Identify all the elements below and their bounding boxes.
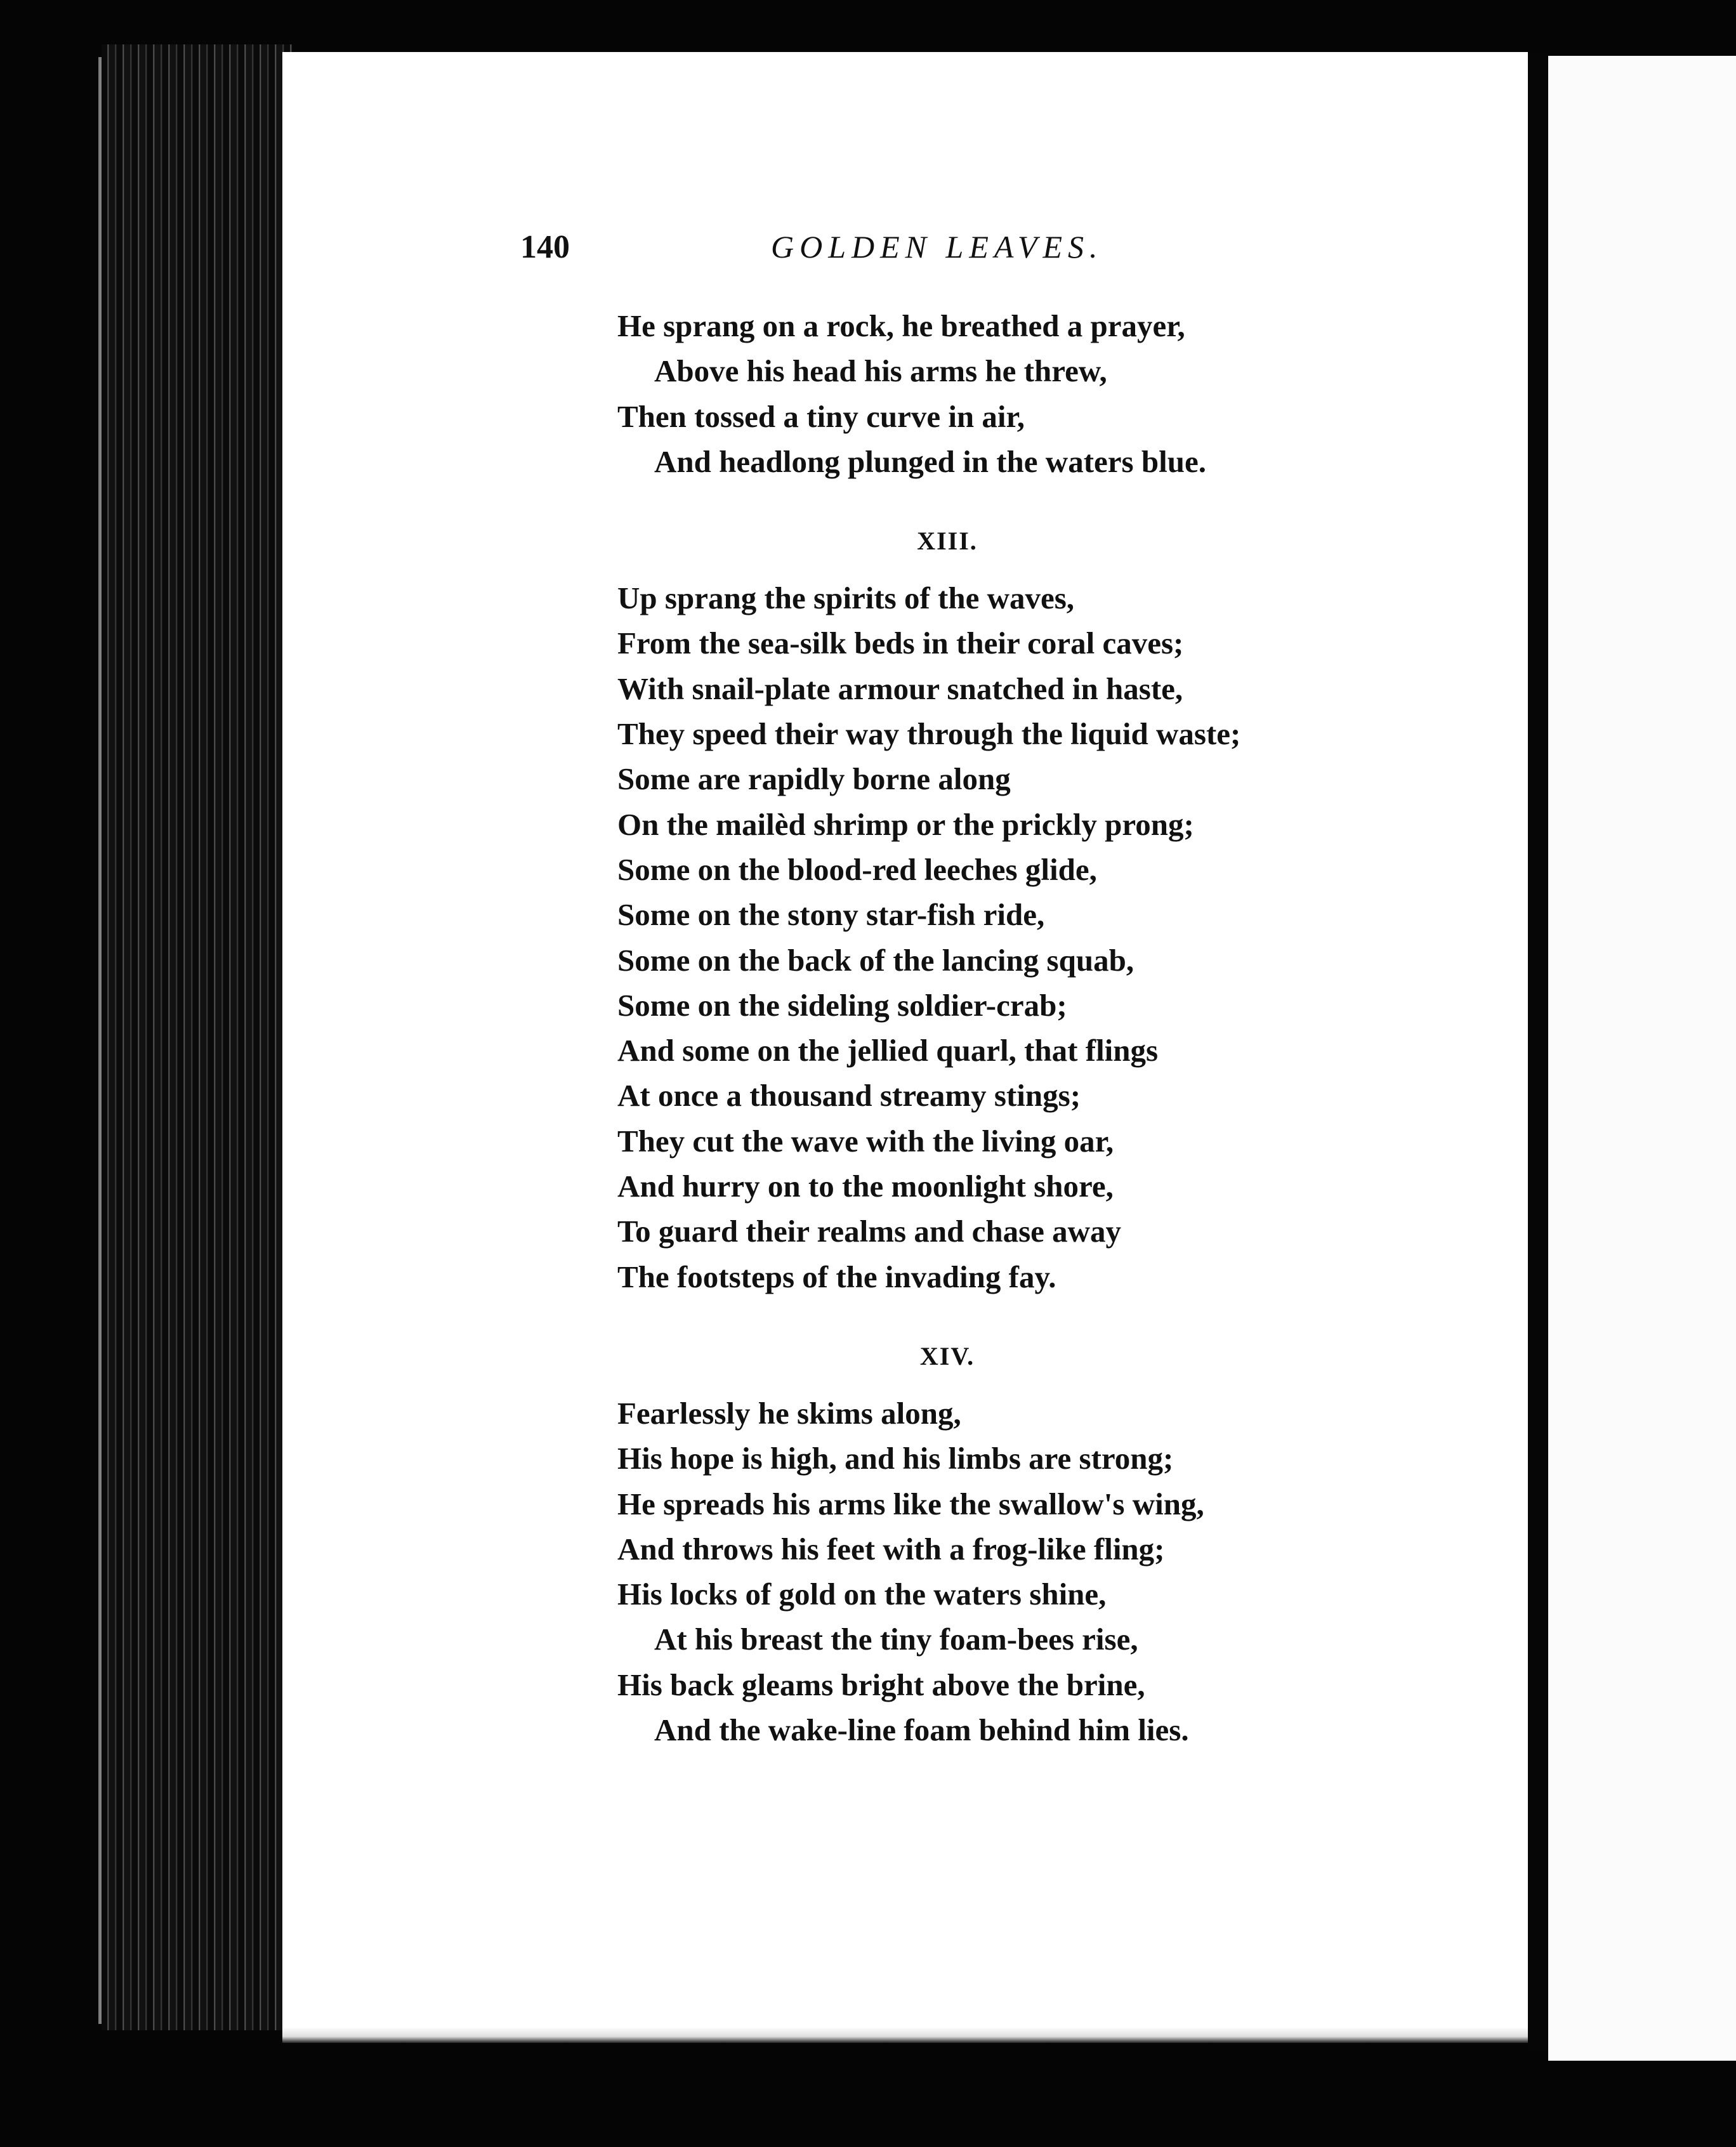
stanza: [617, 303, 1379, 507]
verse-line: From the sea-silk beds in their coral caves;: [617, 626, 1184, 661]
verse-line: Fearlessly he skims along,: [617, 1395, 961, 1431]
verse-line: And the wake-line foam behind him lies.: [654, 1712, 1189, 1748]
verse-line: His back gleams bright above the brine,: [617, 1667, 1145, 1702]
verse-line: His hope is high, and his limbs are strong;: [617, 1441, 1174, 1476]
verse-line: They speed their way through the liquid waste;: [617, 716, 1241, 752]
verse-line: And hurry on to the moonlight shore,: [617, 1169, 1114, 1204]
verse-line: His locks of gold on the waters shine,: [617, 1577, 1107, 1612]
poem-text: [617, 303, 1379, 1752]
verse-line: Some are rapidly borne along: [617, 761, 1011, 797]
verse-line: Some on the back of the lancing squab,: [617, 942, 1134, 978]
book-title: GOLDEN LEAVES.: [771, 229, 1103, 265]
facing-page-edge: [1548, 56, 1736, 2061]
stanza-gap: [617, 484, 1379, 507]
verse-line: Above his head his arms he threw,: [654, 353, 1107, 389]
page-bottom-edge: [282, 2027, 1529, 2043]
verse-line: Some on the stony star-fish ride,: [617, 897, 1045, 933]
verse-line: At once a thousand streamy stings;: [617, 1078, 1081, 1113]
book-spine: [102, 44, 292, 2030]
verse-line: Some on the sideling soldier-crab;: [617, 987, 1067, 1023]
verse-line: They cut the wave with the living oar,: [617, 1123, 1114, 1159]
verse-line: Then tossed a tiny curve in air,: [617, 398, 1025, 434]
verse-line: And some on the jellied quarl, that flings: [617, 1033, 1159, 1068]
section-number: XIV.: [919, 1341, 975, 1370]
page-gutter: [1528, 52, 1548, 2051]
verse-line: The footsteps of the invading fay.: [617, 1259, 1056, 1294]
verse-line: With snail-plate armour snatched in haste,: [617, 671, 1183, 706]
verse-line: And headlong plunged in the waters blue.: [654, 443, 1206, 479]
verse-line: Up sprang the spirits of the waves,: [617, 581, 1075, 616]
running-head: [520, 228, 1218, 273]
verse-line: He spreads his arms like the swallow's wing,: [617, 1486, 1204, 1521]
section-number: XIII.: [917, 527, 978, 556]
page-number: 140: [520, 229, 570, 265]
stanza-gap: [617, 1299, 1379, 1322]
stanza: [617, 1322, 1379, 1752]
verse-line: At his breast the tiny foam-bees rise,: [654, 1622, 1138, 1657]
verse-line: And throws his feet with a frog-like fling;: [617, 1531, 1165, 1566]
stanza: [617, 507, 1379, 1322]
verse-line: He sprang on a rock, he breathed a prayer,: [617, 308, 1185, 343]
verse-line: On the mailèd shrimp or the prickly prong;: [617, 806, 1194, 842]
verse-line: Some on the blood-red leeches glide,: [617, 851, 1097, 887]
verse-line: To guard their realms and chase away: [617, 1214, 1122, 1249]
